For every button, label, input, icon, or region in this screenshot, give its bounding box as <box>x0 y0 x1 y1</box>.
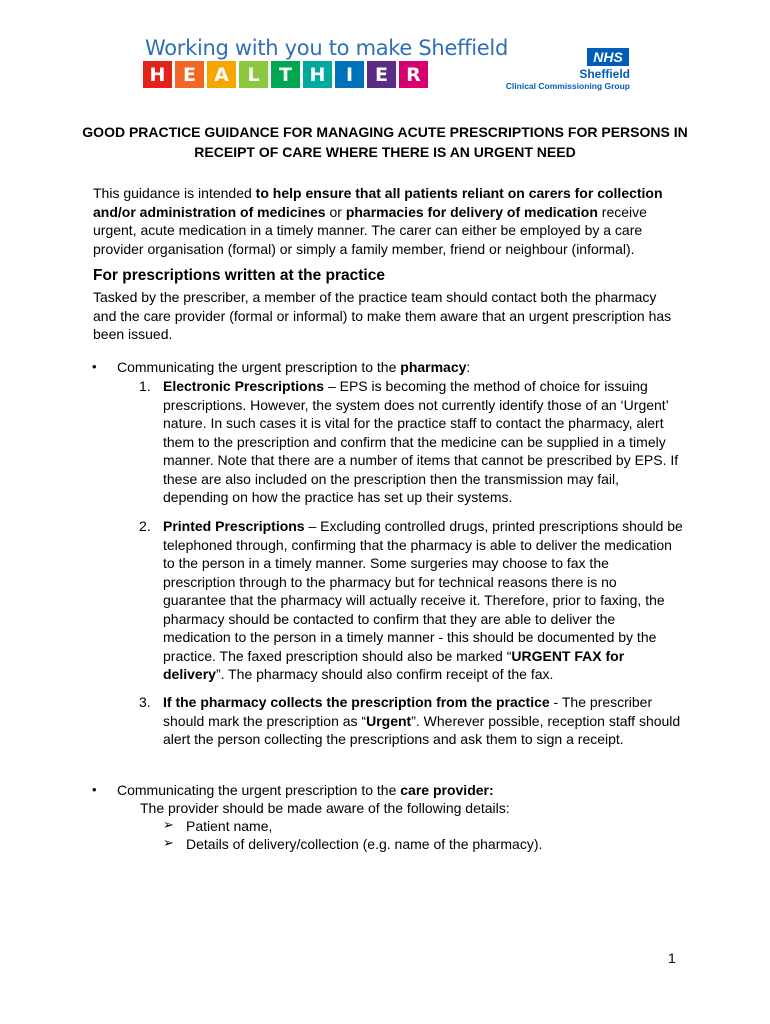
arrow-bullet-icon: ➢ <box>163 835 174 850</box>
healthier-letter-tile: H <box>143 61 172 88</box>
bullet-icon: • <box>92 782 97 797</box>
healthier-letter-tile: E <box>175 61 204 88</box>
arrow-bullet-icon: ➢ <box>163 817 174 832</box>
nhs-town: Sheffield <box>579 67 630 81</box>
list-number: 3. <box>139 694 151 710</box>
healthier-letter-tile: A <box>207 61 236 88</box>
care-provider-subtext: The provider should be made aware of the following details: <box>140 800 510 816</box>
intro-paragraph: This guidance is intended to help ensure that all patients reliant on carers for collection and/or administration of medicines or pharmacies for delivery of medication receive urgent, acute medication in a timely manner. The carer can either be employed by a care provider organisation (formal) or simply a family member, friend or neighbour (informal). <box>93 185 663 257</box>
section-intro: Tasked by the prescriber, a member of the practice team should contact both the pharmacy and the care provider (formal or informal) to make them aware that an urgent prescription has been issued. <box>93 289 672 342</box>
nhs-logo-badge: NHS <box>587 48 629 66</box>
list-number: 1. <box>139 378 151 394</box>
healthier-letter-tile: I <box>335 61 364 88</box>
bullet-pharmacy: Communicating the urgent prescription to the pharmacy: <box>117 359 471 375</box>
page-number: 1 <box>668 950 676 966</box>
healthier-logo <box>143 61 428 88</box>
healthier-letter-tile: T <box>271 61 300 88</box>
detail-item: Patient name, <box>186 818 273 834</box>
bullet-care-provider: Communicating the urgent prescription to the care provider: <box>117 782 494 798</box>
header-tagline: Working with you to make Sheffield <box>145 36 508 60</box>
detail-item: Details of delivery/collection (e.g. name of the pharmacy). <box>186 836 543 852</box>
list-item-printed-prescriptions: Printed Prescriptions – Excluding controlled drugs, printed prescriptions should be telephoned through, confirming that the pharmacy is able to deliver the medication to the person in a timely manner. Some surgeries may choose to fax the prescription through to the pharmacy but for technical reasons there is no guarantee that the pharmacy will actually receive it. Therefore, prior to faxing, the pharmacy should be contacted to confirm that they are able to deliver the medication to the person in a timely manner - this should be documented by the practice. The faxed prescription should also be marked “URGENT FAX for delivery”. The pharmacy should also confirm receipt of the fax. <box>163 518 683 682</box>
list-number: 2. <box>139 518 151 534</box>
list-item-electronic-prescriptions: Electronic Prescriptions – EPS is becoming the method of choice for issuing prescriptions. However, the system does not currently identify those of an ‘Urgent’ nature. In such cases it is vital for the practice staff to contact the pharmacy, alert them to the prescription and confirm that the medicine can be supplied in a timely manner. Note that there are a number of items that cannot be prescribed by EPS. If these are also included on the prescription then the transmission may fail, depending on how the practice has set up their systems. <box>163 378 679 505</box>
section-heading: For prescriptions written at the practice <box>93 267 385 284</box>
healthier-letter-tile: L <box>239 61 268 88</box>
document-title: GOOD PRACTICE GUIDANCE FOR MANAGING ACUTE PRESCRIPTIONS FOR PERSONS IN RECEIPT OF CARE WHERE THERE IS AN URGENT NEED <box>82 124 688 160</box>
healthier-letter-tile: E <box>367 61 396 88</box>
list-item-pharmacy-collects: If the pharmacy collects the prescription from the practice - The prescriber should mark the prescription as “Urgent”. Wherever possible, reception staff should alert the person collecting the prescriptions and ask them to sign a receipt. <box>163 694 681 747</box>
bullet-icon: • <box>92 359 97 374</box>
healthier-letter-tile: R <box>399 61 428 88</box>
healthier-letter-tile: H <box>303 61 332 88</box>
nhs-ccg-name: Clinical Commissioning Group <box>505 81 630 91</box>
